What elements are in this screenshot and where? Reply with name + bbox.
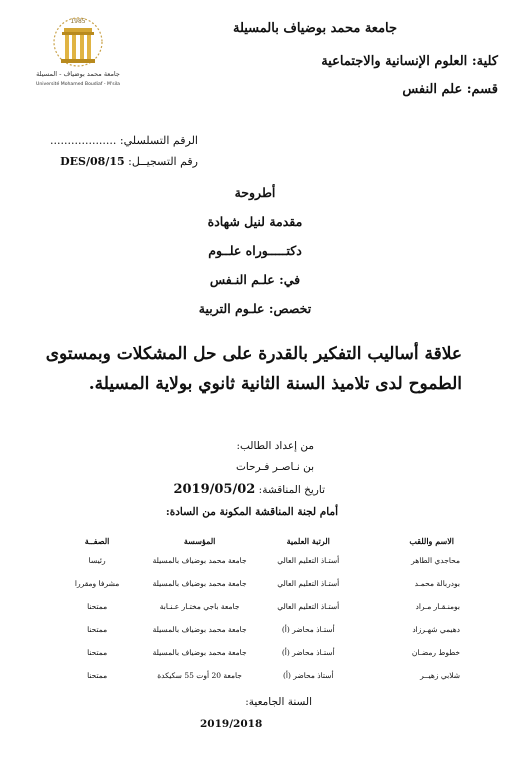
column-header-rank: الرتبة العلمية: [286, 536, 330, 546]
member-role: ممتحنا: [87, 602, 108, 611]
column-header-name: الاسم واللقب: [409, 536, 454, 546]
department-line: [402, 82, 498, 97]
registration-number-line: [60, 155, 198, 168]
member-role: مشرفا ومقررا: [74, 579, 120, 588]
faculty-line: [321, 54, 498, 69]
degree-purpose: مقدمة لنيل شهادة: [207, 214, 303, 229]
defense-date: 2019/05/02: [173, 482, 256, 497]
column-header-role: الصفــة: [84, 536, 110, 546]
logo-year: 1985: [70, 18, 86, 25]
member-rank: أستـاذ التعليم العالي: [277, 556, 340, 565]
table-row: [52, 549, 462, 572]
member-role: رئيسا: [88, 556, 106, 565]
faculty-label: كلية:: [471, 54, 498, 69]
committee-intro: أمام لجنة المناقشة المكونة من السادة:: [165, 506, 338, 518]
university-name: جامعة محمد بوضياف بالمسيلة: [232, 21, 398, 36]
thesis-title-line-2: الطموح لدى تلاميذ السنة الثانية ثانوي بولاية المسيلة.: [88, 374, 462, 394]
defense-date-line: [173, 482, 325, 497]
member-institution: جامعة محمد بوضياف بالمسيلة: [152, 625, 247, 634]
member-institution: جامعة محمد بوضياف بالمسيلة: [152, 648, 247, 657]
department-label: قسم:: [466, 82, 498, 97]
member-rank: أستـاذ محاضر (أ): [281, 625, 335, 634]
institution-header: [170, 16, 430, 42]
member-rank: أستاذ محاضر (أ): [282, 671, 334, 680]
member-rank: أستـاذ التعليم العالي: [277, 579, 340, 588]
member-role: ممتحنا: [87, 648, 108, 657]
serial-value: ...................: [49, 134, 117, 147]
member-institution: جامعة محمد بوضياف بالمسيلة: [152, 556, 247, 565]
table-row: [52, 595, 462, 618]
member-institution: جامعة باجي مختـار عـنـابة: [159, 602, 240, 611]
prepared-by-label: من إعداد الطالب:: [236, 440, 314, 452]
degree-block: [0, 178, 510, 323]
member-role: ممتحنا: [87, 671, 108, 680]
defense-date-label: تاريخ المناقشة:: [258, 484, 325, 496]
degree-name: دكتـــــوراه علــوم: [208, 243, 302, 258]
committee-header-row: [52, 536, 462, 549]
logo-name-fr: Université Mohamed Boudiaf - M'sila: [36, 82, 120, 87]
serial-number-line: [50, 134, 198, 147]
column-header-institution: المؤسسة: [183, 536, 216, 546]
serial-label: الرقم التسلسلي:: [119, 134, 198, 147]
member-name: بومنـقـار مـراد: [415, 602, 460, 611]
table-row: [52, 664, 462, 687]
academic-year-label: السنة الجامعية:: [245, 696, 312, 708]
registration-value: DES/08/15: [60, 155, 125, 168]
member-rank: أستـاذ محاضر (أ): [281, 648, 335, 657]
university-logo: [28, 14, 128, 102]
member-name: بودربالة محمـد: [414, 579, 460, 588]
committee-table: [52, 536, 462, 687]
degree-specialty: تخصص: علـوم التربية: [198, 301, 312, 316]
table-row: [52, 572, 462, 595]
table-row: [52, 641, 462, 664]
member-institution: جامعة 20 أوت 55 سكيكدة: [157, 671, 242, 680]
document-type: أطروحة: [234, 185, 276, 200]
member-name: دهيمي شهـرزاد: [412, 625, 460, 634]
academic-year-value: 2019/2018: [200, 718, 263, 730]
member-name: شلابي زهيــر: [420, 671, 460, 680]
logo-name-ar: جامعة محمد بوضياف - المسيلة: [36, 70, 120, 78]
academic-year-line: [245, 696, 312, 708]
member-name: خطوط رمضـان: [411, 648, 460, 657]
thesis-title-line-1: علاقة أساليب التفكير بالقدرة على حل المشكلات وبمستوى: [45, 344, 462, 364]
student-name: بن نـاصـر فـرحات: [235, 461, 314, 473]
faculty-name: العلوم الإنسانية والاجتماعية: [321, 54, 468, 69]
department-name: علم النفس: [402, 82, 463, 97]
table-row: [52, 618, 462, 641]
member-role: ممتحنا: [87, 625, 108, 634]
registration-label: رقم التسجيــل:: [128, 155, 198, 168]
member-rank: أستـاذ التعليم العالي: [277, 602, 340, 611]
degree-field: في: علـم النـفس: [209, 272, 301, 287]
member-name: محاجدي الطاهر: [411, 556, 460, 565]
member-institution: جامعة محمد بوضياف بالمسيلة: [152, 579, 247, 588]
university-logo-emblem: [28, 14, 128, 102]
